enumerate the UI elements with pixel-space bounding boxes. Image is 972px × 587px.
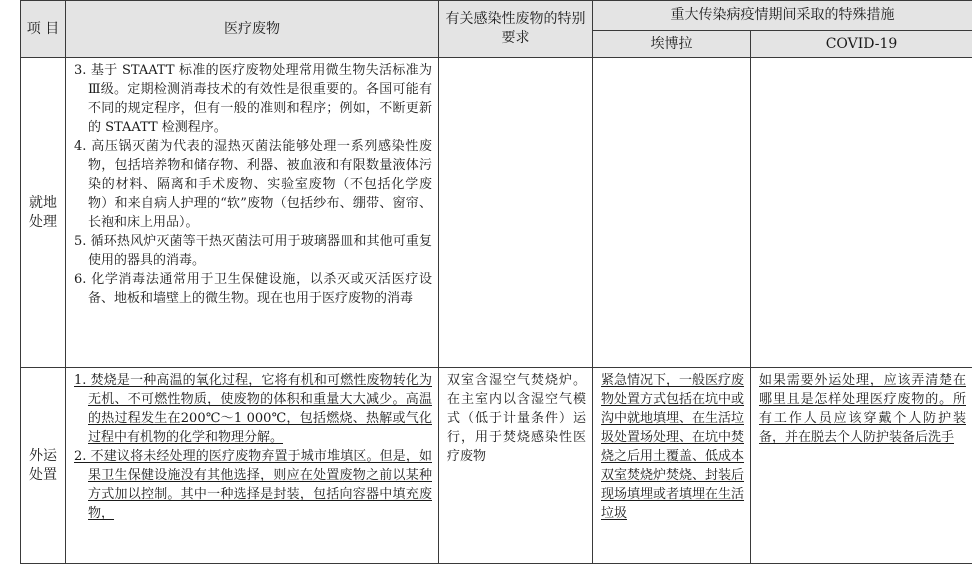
medical-waste-table (20, 0, 972, 564)
row-category-offsite: 外运处置 (21, 368, 66, 564)
list-item: 6. 化学消毒法通常用于卫生保健设施，以杀灭或灭活医疗设备、地板和墙壁上的微生物。现在也用于医疗废物的消毒 (74, 272, 432, 306)
special-cell-onsite (439, 58, 593, 368)
covid-cell-offsite: 如果需要外运处理，应该弄清楚在哪里且是怎样处理医疗废物的。所有工作人员应该穿戴个人防护装备，并在脱去个人防护装备后洗手 (751, 368, 972, 564)
waste-cell-onsite (66, 58, 439, 368)
ebola-cell-offsite: 紧急情况下，一般医疗废物处置方式包括在坑中或沟中就地填埋、在生活垃圾处置场处理、在坑中焚烧之后用土覆盖、低成本双室焚烧炉焚烧、封装后现场填埋或者填埋在生活垃圾 (593, 368, 751, 564)
covid-cell-onsite (751, 58, 972, 368)
ebola-cell-onsite (593, 58, 751, 368)
header-ebola: 埃博拉 (593, 31, 751, 58)
row-category-onsite: 就地处理 (21, 58, 66, 368)
table-row (21, 58, 972, 368)
special-cell-offsite: 双室含湿空气焚烧炉。在主室内以含湿空气模式（低于计量条件）运行，用于焚烧感染性医疗废物 (439, 368, 593, 564)
list-item: 4. 高压锅灭菌为代表的湿热灭菌法能够处理一系列感染性废物，包括培养物和储存物、利器、被血液和有限数量液体污染的材料、隔离和手术废物、实验室废物（不包括化学废物）和来自病人护理的“软”废物（包括纱布、绷带、窗帘、长袍和床上用品）。 (74, 139, 432, 230)
header-medical-waste: 医疗废物 (66, 1, 439, 58)
list-item: 3. 基于 STAATT 标准的医疗废物处理常用微生物失活标准为Ⅲ级。定期检测消毒技术的有效性是很重要的。各国可能有不同的规定程序，但有一般的准则和程序；例如，不断更新的 STAATT 检测程序。 (74, 63, 432, 135)
list-item: 5. 循环热风炉灭菌等干热灭菌法可用于玻璃器皿和其他可重复使用的器具的消毒。 (74, 234, 432, 268)
header-covid: COVID-19 (751, 31, 972, 58)
table-row (21, 368, 972, 564)
list-item: 1. 焚烧是一种高温的氧化过程，它将有机和可燃性废物转化为无机、不可燃性物质，使废物的体积和重量大大减少。高温的热过程发生在200℃～1 000℃，包括燃烧、热解或气化过程中有机物的化学和物理分解。 (74, 373, 432, 445)
header-special-measures: 重大传染病疫情期间采取的特殊措施 (593, 1, 972, 31)
header-category: 项 目 (21, 1, 66, 58)
list-item: 2. 不建议将未经处理的医疗废物弃置于城市堆填区。但是，如果卫生保健设施没有其他选择，则应在处置废物之前以某种方式加以控制。其中一种选择是封装，包括向容器中填充废物， (74, 449, 432, 521)
waste-cell-offsite (66, 368, 439, 564)
header-infectious-requirements: 有关感染性废物的特别要求 (439, 1, 593, 58)
